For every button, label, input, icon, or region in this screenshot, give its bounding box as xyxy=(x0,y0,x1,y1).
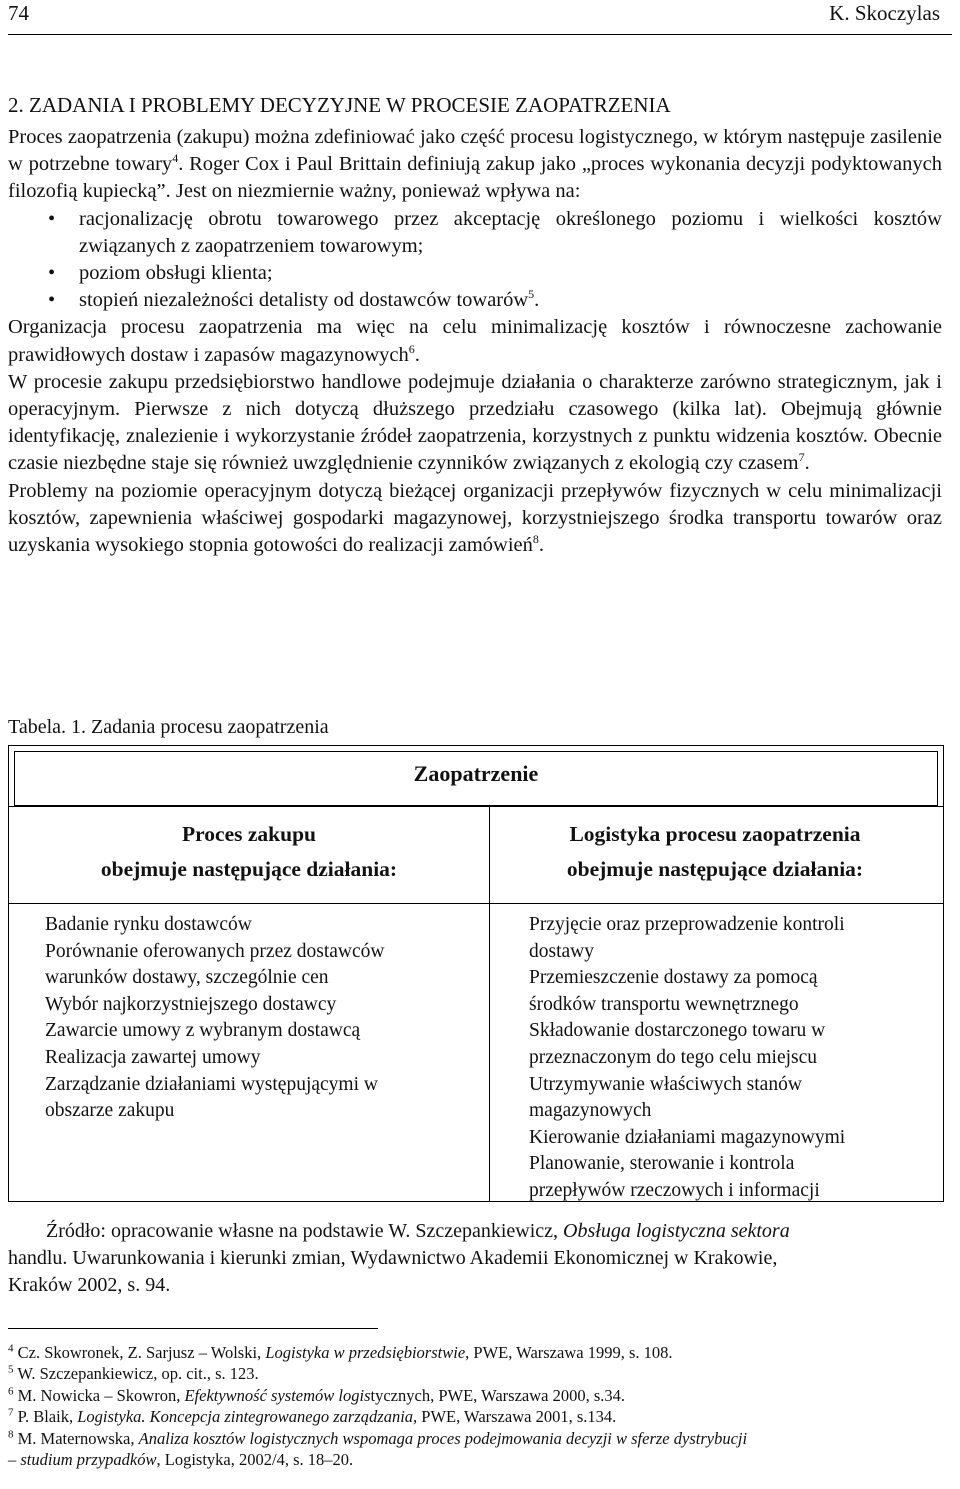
table-header-row xyxy=(9,806,943,904)
list-item: przeznaczonym do tego celu miejscu xyxy=(529,1046,818,1068)
right-task-list xyxy=(529,912,845,1205)
list-item: Zawarcie umowy z wybranym dostawcą xyxy=(45,1020,361,1042)
left-task-list xyxy=(45,912,385,1125)
paragraph-3: W procesie zakupu przedsiębiorstwo handlowe podejmuje działania o charakterze zarówno strategicznym, jak i operacyjnym. Pierwsze z nich dotyczą dłuższego przedziału czasowego (kilka lat). Obejmują głównie identyfikację, znalezienie i wykorzystanie źródeł zaopatrzenia, korzystnych z punktu widzenia kosztów. Obecnie czasie niezbędne staje się również uwzględnienie czynników związanych z ekologią czy czasem$^7$. xyxy=(8,370,942,475)
footnote-continuation: – studium przypadków, Logistyka, 2002/4, s. 18–20. xyxy=(8,1450,354,1470)
footnote: $^5$ W. Szczepankiewicz, op. cit., s. 123. xyxy=(8,1363,259,1384)
list-item: • racjonalizację obrotu towarowego przez akceptację określonego poziomu i wielkości kosztów związanych z zaopatrzeniem towarowym; xyxy=(48,207,942,257)
table-source-note: Źródło: opracowanie własne na podstawie W. Szczepankiewicz, Obsługa logistyczna sektora handlu. Uwarunkowania i kierunki zmian, Wydawnictwo Akademii Ekonomicznej w Krakowie, Kraków 2002, s. 94. xyxy=(8,1220,790,1296)
footnote-rule xyxy=(8,1328,378,1329)
page-number: 74 xyxy=(8,1,29,25)
list-item: środków transportu wewnętrznego xyxy=(529,993,799,1015)
footnote: $^4$ Cz. Skowronek, Z. Sarjusz – Wolski, Logistyka w przedsiębiorstwie, PWE, Warszawa 1999, s. 108. xyxy=(8,1342,673,1362)
footnote-ref[interactable]: 4 xyxy=(172,151,179,166)
list-item: • stopień niezależności detalisty od dostawców towarów$^5$. xyxy=(48,287,540,312)
footnote-ref[interactable]: 8 xyxy=(532,532,539,547)
list-item: Badanie rynku dostawców xyxy=(45,914,252,935)
table-title: Zaopatrzenie xyxy=(413,761,539,786)
tasks-table xyxy=(8,745,944,1202)
right-column-header: Logistyka procesu zaopatrzenia obejmuje następujące działania: xyxy=(566,822,864,881)
list-item: Przemieszczenie dostawy za pomocą xyxy=(529,967,818,989)
footnote: $^7$ P. Blaik, Logistyka. Koncepcja zintegrowanego zarządzania, PWE, Warszawa 2001, s.134. xyxy=(8,1406,617,1427)
list-item: Przyjęcie oraz przeprowadzenie kontroli xyxy=(529,914,845,935)
list-item: magazynowych xyxy=(529,1100,652,1122)
table-caption: Tabela. 1. Zadania procesu zaopatrzenia xyxy=(8,716,329,738)
paragraph-2: Organizacja procesu zaopatrzenia ma więc na celu minimalizację kosztów i równoczesne zachowanie prawidłowych dostaw i zapasów magazynowych$^6$. xyxy=(8,316,942,366)
footnote-ref[interactable]: 6 xyxy=(408,341,415,356)
list-item: obszarze zakupu xyxy=(45,1100,175,1122)
list-item: Porównanie oferowanych przez dostawców xyxy=(45,940,385,962)
list-item: Wybór najkorzystniejszego dostawcy xyxy=(45,993,337,1015)
header-rule xyxy=(8,34,952,35)
section-heading: 2. ZADANIA I PROBLEMY DECYZYJNE W PROCESIE ZAOPATRZENIA xyxy=(8,93,671,117)
bullet-list xyxy=(8,206,942,315)
footnote-ref[interactable]: 7 xyxy=(798,450,805,465)
list-item: Kierowanie działaniami magazynowymi xyxy=(529,1126,846,1148)
running-header xyxy=(8,0,940,30)
list-item: Planowanie, sterowanie i kontrola xyxy=(529,1153,795,1175)
paragraph-4: Problemy na poziomie operacyjnym dotyczą bieżącej organizacji przepływów fizycznych w celu minimalizacji kosztów, zapewnienia właściwej gospodarki magazynowej, korzystniejszego środka transportu towarów oraz uzyskania wysokiego stopnia gotowości do realizacji zamówień$^8$. xyxy=(8,479,942,557)
column-divider xyxy=(489,806,490,1201)
body-text xyxy=(8,124,942,559)
list-item: Utrzymywanie właściwych stanów xyxy=(529,1073,802,1095)
footnote-ref[interactable]: 5 xyxy=(528,287,535,302)
left-column-header: Proces zakupu obejmuje następujące działania: xyxy=(100,822,398,881)
list-item: dostawy xyxy=(529,940,594,962)
paragraph-1: Proces zaopatrzenia (zakupu) można zdefiniować jako część procesu logistycznego, w którym następuje zasilenie w potrzebne towary$^4$. Roger Cox i Paul Brittain definiują zakup jako „proces wykonania decyzji podyktowanych filozofią kupiecką”. Jest on niezmiernie ważny, ponieważ wpływa na: xyxy=(8,126,942,203)
footnote: $^6$ M. Nowicka – Skowron, Efektywność systemów logistycznych, PWE, Warszawa 2000, s.34. xyxy=(8,1385,626,1405)
footnotes xyxy=(8,1342,747,1470)
list-item: Składowanie dostarczonego towaru w xyxy=(529,1020,826,1042)
list-item: • poziom obsługi klienta; xyxy=(48,262,273,285)
list-item: Realizacja zawartej umowy xyxy=(45,1046,261,1068)
list-item: warunków dostawy, szczególnie cen xyxy=(45,967,329,989)
footnote: $^8$ M. Maternowska, Analiza kosztów logistycznych wspomaga proces podejmowania decyzji w sferze dystrybucji xyxy=(8,1428,748,1448)
table-title-cell xyxy=(14,751,938,806)
list-item: Zarządzanie działaniami występującymi w xyxy=(45,1073,378,1095)
running-author: K. Skoczylas xyxy=(829,1,940,25)
list-item: przepływów rzeczowych i informacji xyxy=(529,1179,820,1201)
